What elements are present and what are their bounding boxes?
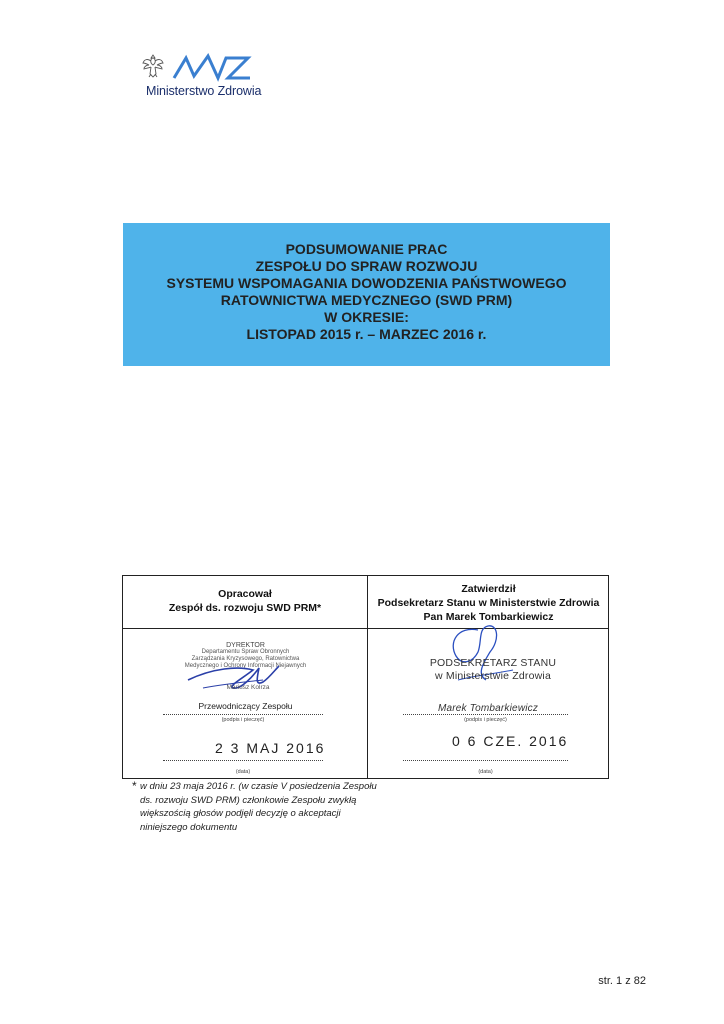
footnote-text: w dniu 23 maja 2016 r. (w czasie V posiedzenia Zespołu ds. rozwoju SWD PRM) członkowie Zespołu zwykłą większością głosów podjęli decyzję o akceptacji niniejszego dokumentu	[140, 781, 377, 833]
title-line: W OKRESIE:	[324, 309, 409, 325]
title-line: SYSTEMU WSPOMAGANIA DOWODZENIA PAŃSTWOWEGO	[166, 275, 567, 291]
ministry-logo	[142, 50, 282, 102]
footnote-star: *	[132, 779, 137, 793]
date-hint: (data)	[235, 769, 251, 775]
signature-line	[163, 714, 323, 715]
stamp-line: Departamentu Spraw Obronnych	[201, 649, 290, 655]
eagle-emblem-icon	[142, 53, 164, 79]
title-line: LISTOPAD 2015 r. – MARZEC 2016 r.	[246, 326, 487, 342]
heading-line: Pan Marek Tombarkiewicz	[423, 611, 554, 623]
title-line: ZESPOŁU DO SPRAW ROZWOJU	[255, 258, 478, 274]
page-number: str. 1 z 82	[598, 975, 646, 987]
signature-hint: (podpis i pieczęć)	[464, 717, 507, 723]
heading-line: Opracował	[218, 588, 272, 600]
title-line: PODSUMOWANIE PRAC	[285, 241, 448, 257]
date-line	[403, 760, 568, 761]
signature-hint: (podpis i pieczęć)	[221, 717, 265, 723]
stamp-name: Marek Tombarkiewicz	[437, 703, 539, 714]
stamp-line: PODSEKRETARZ STANU	[429, 657, 557, 669]
approved-by-column	[368, 576, 609, 778]
heading-line: Zespół ds. rozwoju SWD PRM*	[168, 602, 322, 614]
heading-line: Zatwierdził	[461, 583, 516, 595]
prepared-by-column	[123, 576, 367, 778]
footnote	[132, 779, 380, 834]
stamp-line: Zarządzania Kryzysowego, Ratownictwa	[191, 656, 300, 662]
document-title-box	[123, 223, 610, 366]
prepared-by-heading	[123, 582, 367, 615]
ministry-name: Ministerstwo Zdrowia	[146, 84, 262, 98]
date-hint: (data)	[478, 769, 493, 775]
undersecretary-stamp	[418, 657, 568, 683]
stamp-title: DYREKTOR	[226, 642, 265, 649]
title-line: RATOWNICTWA MEDYCZNEGO (SWD PRM)	[220, 292, 513, 308]
approval-table	[122, 575, 609, 779]
date-line	[163, 760, 323, 761]
stamp-line: Medycznego i Ochrony Informacji Niejawnych	[184, 663, 307, 669]
signature-line	[403, 714, 568, 715]
mz-logo-mark	[170, 50, 260, 82]
stamp-name: Mariusz Kolrza	[226, 684, 270, 691]
chairman-role: Przewodniczący Zespołu	[198, 701, 293, 711]
stamp-line: w Ministerstwie Zdrowia	[434, 670, 552, 682]
date-stamp-right: 0 6 CZE. 2016	[452, 733, 569, 749]
heading-line: Podsekretarz Stanu w Ministerstwie Zdrowia	[377, 597, 600, 609]
date-stamp-left: 2 3 MAJ 2016	[215, 740, 326, 756]
approved-by-heading	[368, 582, 609, 624]
